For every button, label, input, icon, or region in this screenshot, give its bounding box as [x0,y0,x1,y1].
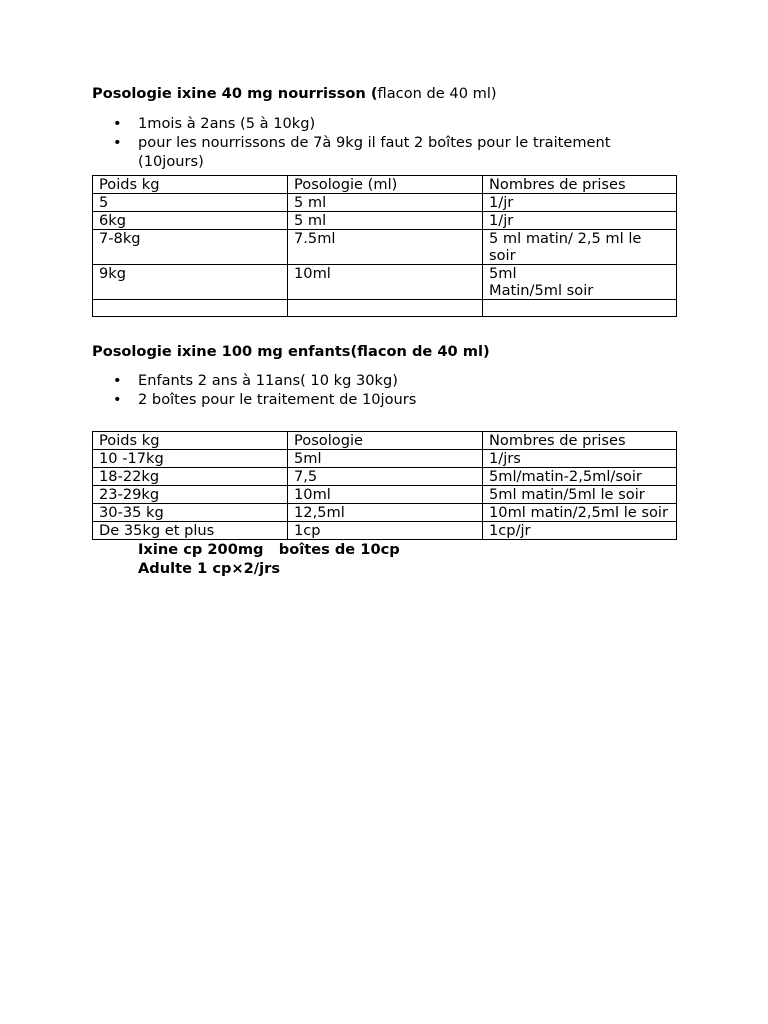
table-cell: 5ml matin/5ml le soir [483,486,677,504]
table-cell: 10ml [288,265,483,300]
column-header: Nombres de prises [483,176,677,194]
table-cell: 1cp [288,522,483,540]
table-cell [288,300,483,317]
table-cell: 10ml matin/2,5ml le soir [483,504,677,522]
column-header: Posologie (ml) [288,176,483,194]
column-header: Poids kg [93,176,288,194]
table-row [93,300,677,317]
table-cell: De 35kg et plus [93,522,288,540]
table-cell: 5ml/matin-2,5ml/soir [483,468,677,486]
bullet-text: Enfants 2 ans à 11ans( 10 kg 30kg) [138,372,398,389]
table-cell: 6kg [93,212,288,230]
column-header: Nombres de prises [483,432,677,450]
column-header: Posologie [288,432,483,450]
bullet-icon: • [113,134,122,151]
table-cell: 7-8kg [93,230,288,265]
table-row [93,504,677,522]
table-cell: 5 ml matin/ 2,5 ml le soir [483,230,677,265]
section1-heading [92,84,676,104]
table-cell: 23-29kg [93,486,288,504]
section1-heading-normal: flacon de 40 ml) [377,85,497,102]
list-item [92,133,676,171]
bullet-text: 1mois à 2ans (5 à 10kg) [138,115,316,132]
column-header: Poids kg [93,432,288,450]
section2-bullet-list [92,371,676,409]
table-cell: 12,5ml [288,504,483,522]
dosage-table-40mg [92,175,677,317]
bullet-icon: • [113,115,122,132]
list-item [92,114,676,133]
table-cell: 10ml [288,486,483,504]
list-item [92,390,676,409]
table-row [93,522,677,540]
table-cell [483,300,677,317]
table-cell: 5ml [288,450,483,468]
section2-heading: Posologie ixine 100 mg enfants(flacon de 40 ml) [92,343,490,360]
bullet-text: 2 boîtes pour le traitement de 10jours [138,391,417,408]
list-item [92,371,676,390]
table-cell: 1cp/jr [483,522,677,540]
adult-dosage-line: Adulte 1 cp×2/jrs [138,560,281,577]
table-cell: 1/jrs [483,450,677,468]
table-row [93,486,677,504]
bullet-icon: • [113,372,122,389]
table-cell: 5 ml [288,194,483,212]
table-row [93,194,677,212]
table-cell: 5 ml [288,212,483,230]
table-cell: 7,5 [288,468,483,486]
document-page [92,84,676,578]
table-row [93,450,677,468]
tablet-dosage-line: Ixine cp 200mg boîtes de 10cp [138,541,400,558]
bullet-text: pour les nourrissons de 7à 9kg il faut 2 boîtes pour le traitement (10jours) [138,134,611,170]
table-cell: 1/jr [483,212,677,230]
table-header-row [93,176,677,194]
table-cell: 5 [93,194,288,212]
table-row [93,265,677,300]
table-cell: 10 -17kg [93,450,288,468]
table-header-row [93,432,677,450]
table-cell: 18-22kg [93,468,288,486]
table-cell: 5ml Matin/5ml soir [483,265,677,300]
section1-bullet-list [92,114,676,171]
section1-heading-bold: Posologie ixine 40 mg nourrisson ( [92,85,378,102]
bullet-icon: • [113,391,122,408]
table-cell: 30-35 kg [93,504,288,522]
table-row [93,468,677,486]
table-row [93,230,677,265]
table-cell: 9kg [93,265,288,300]
table-cell: 1/jr [483,194,677,212]
dosage-table-100mg [92,431,677,540]
table-cell: 7.5ml [288,230,483,265]
table-row [93,212,677,230]
table-cell [93,300,288,317]
